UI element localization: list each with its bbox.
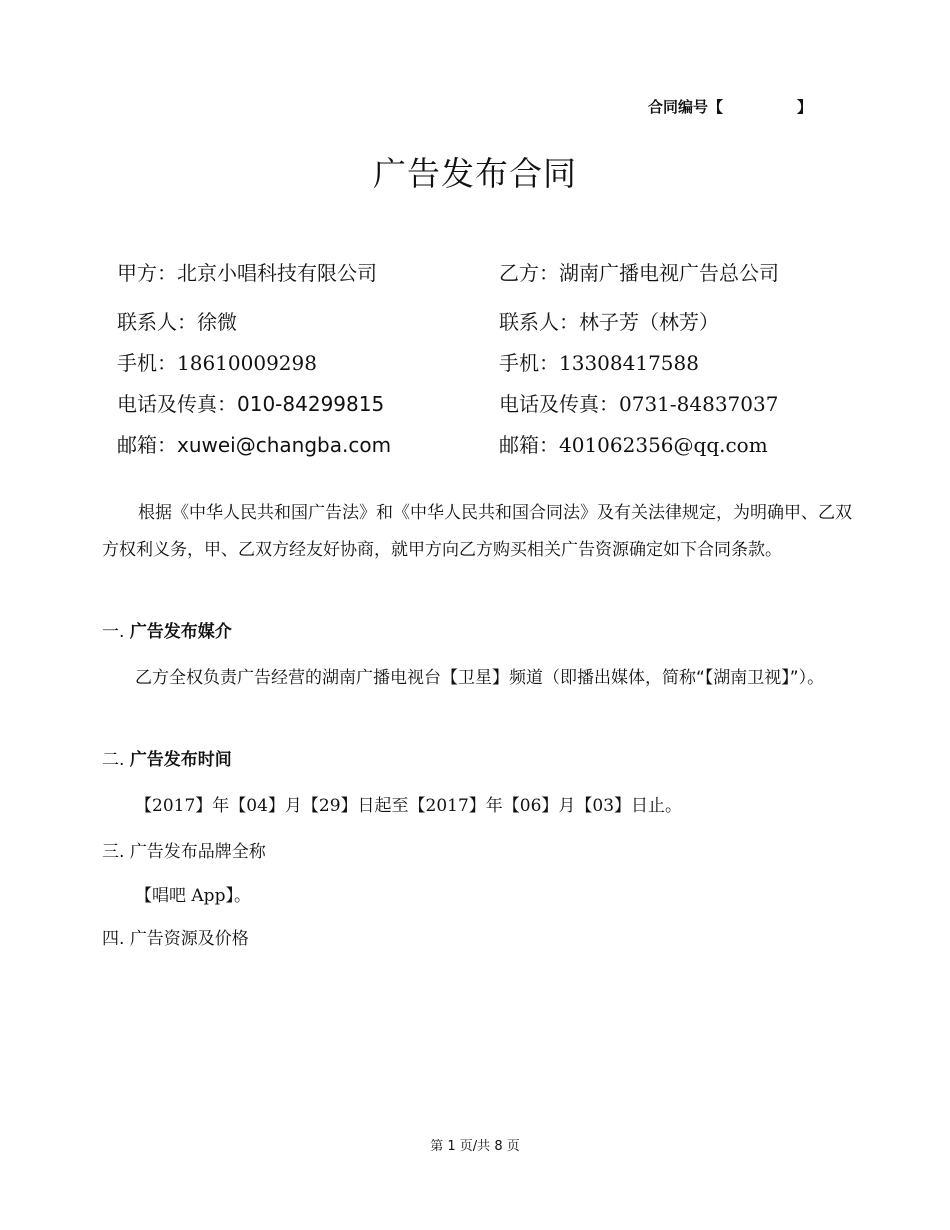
section-1-title: 广告发布媒介 [129,622,232,642]
section-3-title: 广告发布品牌全称 [129,842,266,862]
party-a-email-row [117,425,391,466]
party-a-name-row [117,253,391,294]
party-b-info [499,253,779,466]
section-1-number: 一. [102,622,125,642]
party-a-phone-fax-row [117,384,391,425]
party-b-mobile: 13308417588 [559,351,699,375]
contract-number [648,96,812,117]
section-2-number: 二. [102,750,125,770]
section-4-number: 四. [102,929,125,949]
party-b-contact: 林子芳（林芳） [579,310,719,334]
party-a-email-label: 邮箱： [117,433,177,457]
party-b-contact-row [499,302,779,343]
party-b-name: 湖南广播电视广告总公司 [559,261,779,285]
contract-number-close: 】 [797,98,813,116]
party-a-phone-fax-label: 电话及传真： [117,392,237,416]
party-b-mobile-label: 手机： [499,351,559,375]
party-b-email-label: 邮箱： [499,433,559,457]
section-2-heading [102,748,232,772]
party-a-mobile-label: 手机： [117,351,177,375]
party-a-phone-fax: 010-84299815 [237,392,385,416]
party-b-contact-label: 联系人： [499,310,579,334]
party-a-name: 北京小唱科技有限公司 [177,261,377,285]
party-a-contact: 徐微 [197,310,237,334]
section-1-content: 乙方全权负责广告经营的湖南广播电视台【卫星】频道（即播出媒体，简称“【湖南卫视】”）。 [135,668,825,688]
party-a-email: xuwei@changba.com [177,433,392,457]
party-b-phone-fax-label: 电话及传真： [499,392,619,416]
section-1-heading [102,620,232,644]
preamble-paragraph: 根据《中华人民共和国广告法》和《中华人民共和国合同法》及有关法律规定，为明确甲、乙双方权利义务，甲、乙双方经友好协商，就甲方向乙方购买相关广告资源确定如下合同条款。 [102,503,852,560]
section-2-title: 广告发布时间 [129,750,232,770]
party-b-mobile-row [499,343,779,384]
party-b-phone-fax-row [499,384,779,425]
section-3-number: 三. [102,842,125,862]
party-a-mobile-row [117,343,391,384]
party-a-name-label: 甲方： [117,261,177,285]
party-b-email: 401062356@qq.com [559,433,768,457]
page-indicator: 第 1 页/共 8 页 [430,1139,520,1154]
section-2-content: 【2017】年【04】月【29】日起至【2017】年【06】月【03】日止。 [135,796,683,816]
section-3-content: 【唱吧 App】。 [135,886,251,906]
party-b-email-row [499,425,779,466]
party-a-contact-label: 联系人： [117,310,197,334]
page-title: 广告发布合同 [373,154,577,193]
party-a-contact-row [117,302,391,343]
party-b-name-row [499,253,779,294]
section-3-heading [102,840,266,864]
party-b-name-label: 乙方： [499,261,559,285]
contract-number-label: 合同编号【 [648,98,724,116]
section-4-heading [102,927,249,951]
party-b-phone-fax: 0731-84837037 [619,392,779,416]
party-a-info [117,253,391,466]
section-4-title: 广告资源及价格 [129,929,249,949]
party-a-mobile: 18610009298 [177,351,317,375]
